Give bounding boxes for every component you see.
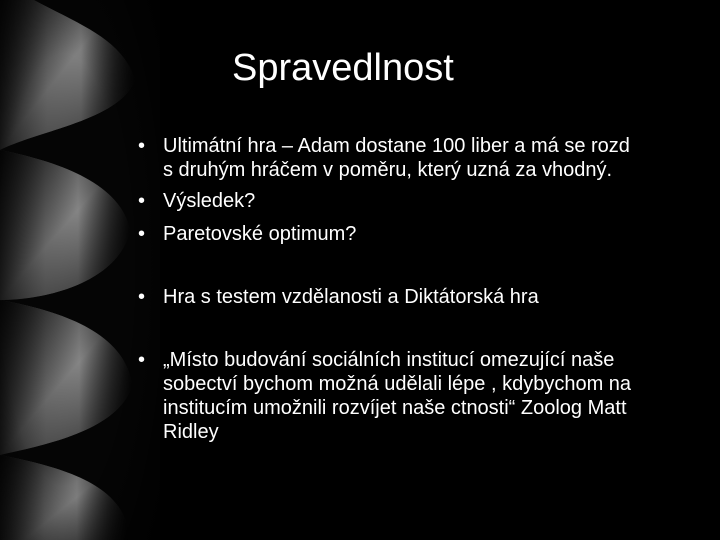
bullet-line: Ridley bbox=[163, 421, 219, 443]
bullet-line: sobectví bychom možná udělali lépe , kdybychom na bbox=[163, 373, 632, 395]
bullet-line: Ultimátní hra – Adam dostane 100 liber a má se rozd bbox=[163, 135, 630, 157]
bullet-text bbox=[163, 285, 720, 309]
bullet-item-ridley-quote bbox=[138, 348, 720, 444]
slide-title: Spravedlnost bbox=[232, 47, 454, 89]
bullet-line: Hra s testem vzdělanosti a Diktátorská hra bbox=[163, 286, 539, 308]
bullet-glyph: • bbox=[138, 286, 146, 308]
twisted-column-image bbox=[0, 0, 160, 540]
bullet-text bbox=[163, 348, 720, 444]
bullet-line: s druhým hráčem v poměru, který uzná za vhodný. bbox=[163, 159, 613, 181]
bullet-item-paretovske-optimum bbox=[138, 222, 720, 246]
bullet-text bbox=[163, 134, 720, 182]
bullet-line: „Místo budování sociálních institucí omezující naše bbox=[163, 349, 615, 371]
bullet-list bbox=[138, 0, 720, 540]
bullet-item-ultimatni-hra bbox=[138, 134, 720, 182]
bullet-line: institucím umožnili rozvíjet naše ctnosti“ Zoolog Matt bbox=[163, 397, 627, 419]
bullet-glyph: • bbox=[138, 349, 146, 371]
bullet-line: Paretovské optimum? bbox=[163, 223, 357, 245]
bullet-glyph: • bbox=[138, 135, 146, 157]
bullet-item-vysledek bbox=[138, 189, 720, 213]
bullet-line: Výsledek? bbox=[163, 190, 256, 212]
bullet-text bbox=[163, 189, 720, 213]
bullet-text bbox=[163, 222, 720, 246]
bullet-glyph: • bbox=[138, 190, 146, 212]
bullet-glyph: • bbox=[138, 223, 146, 245]
bullet-item-diktatorska-hra bbox=[138, 285, 720, 309]
